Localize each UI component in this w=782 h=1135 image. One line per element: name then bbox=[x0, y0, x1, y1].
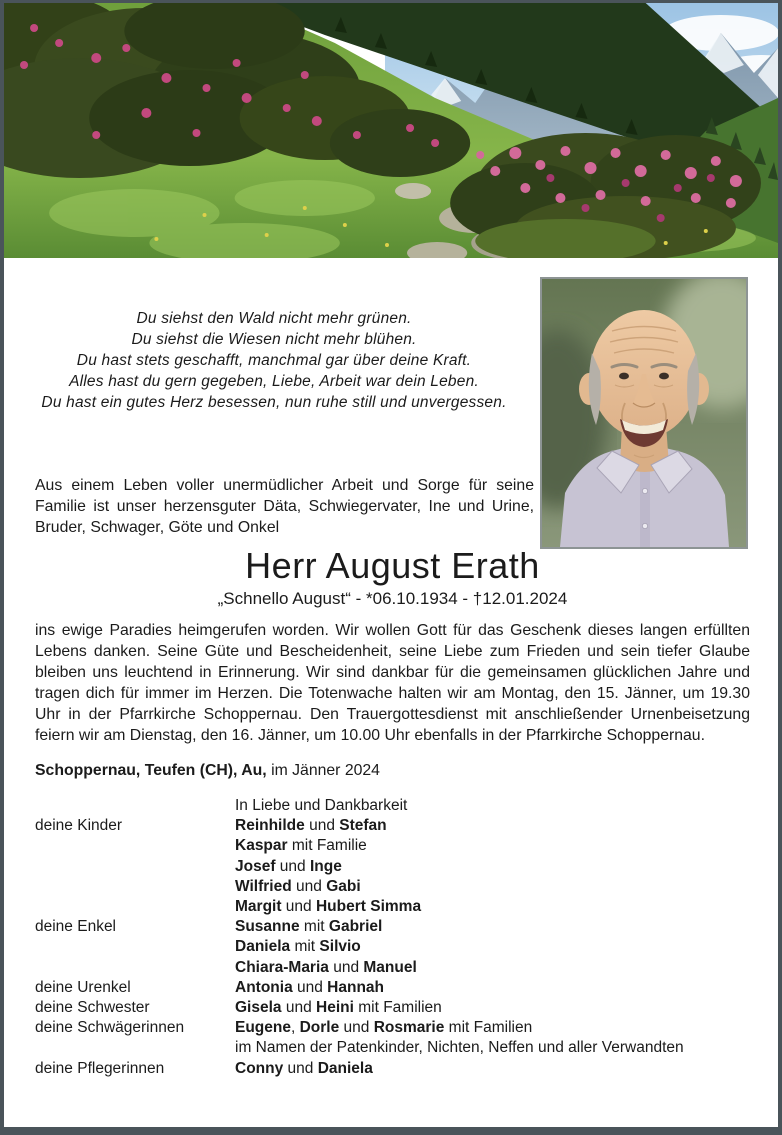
family-row bbox=[35, 897, 750, 917]
family-relation-label bbox=[35, 1038, 235, 1058]
intro-paragraph: Aus einem Leben voller unermüdlicher Arbeit und Sorge für seine Familie ist unser herzensguter Däta, Schwiegervater, Ine und Urine, Bruder, Schwager, Göte und Onkel bbox=[35, 477, 534, 536]
family-row bbox=[35, 877, 750, 897]
family-relation-label: deine Enkel bbox=[35, 918, 117, 936]
family-relation-label bbox=[35, 958, 235, 978]
family-row bbox=[35, 1038, 750, 1058]
obituary-content bbox=[4, 258, 778, 1079]
family-names: Eugene, Dorle und Rosmarie mit Familien bbox=[235, 1019, 533, 1037]
family-names: Josef und Inge bbox=[235, 857, 342, 875]
family-names: Gisela und Heini mit Familien bbox=[235, 999, 442, 1017]
dateline-places: Schoppernau, Teufen (CH), Au, bbox=[35, 762, 267, 779]
poem-line: Du hast ein gutes Herz besessen, nun ruhe still und unvergessen. bbox=[41, 394, 507, 411]
family-names: Margit und Hubert Simma bbox=[235, 898, 422, 916]
family-names: Daniela mit Silvio bbox=[235, 938, 361, 956]
dateline-month: im Jänner 2024 bbox=[266, 762, 380, 779]
family-names: Wilfried und Gabi bbox=[235, 877, 361, 895]
family-row bbox=[35, 796, 750, 816]
family-row bbox=[35, 836, 750, 856]
portrait-photo bbox=[540, 277, 748, 549]
family-names: Reinhilde und Stefan bbox=[235, 817, 387, 835]
family-relation-label: deine Schwägerinnen bbox=[35, 1019, 185, 1037]
poem-line: Du hast stets geschafft, manchmal gar über deine Kraft. bbox=[76, 352, 472, 369]
family-names: Kaspar mit Familie bbox=[235, 837, 367, 855]
family-names: im Namen der Patenkinder, Nichten, Neffen und aller Verwandten bbox=[235, 1039, 684, 1057]
family-list bbox=[35, 796, 750, 1079]
family-row bbox=[35, 998, 750, 1018]
deceased-name: Herr August Erath bbox=[245, 545, 540, 586]
family-row bbox=[35, 1059, 750, 1079]
family-relation-label bbox=[35, 937, 235, 957]
family-row bbox=[35, 978, 750, 998]
family-relation-label bbox=[35, 796, 235, 816]
family-relation-label: deine Kinder bbox=[35, 817, 123, 835]
family-row bbox=[35, 816, 750, 836]
family-row bbox=[35, 1018, 750, 1038]
poem-line: Alles hast du gern gegeben, Liebe, Arbeit war dein Leben. bbox=[69, 373, 479, 390]
poem-line: Du siehst die Wiesen nicht mehr blühen. bbox=[131, 331, 417, 348]
family-relation-label: deine Schwester bbox=[35, 999, 150, 1017]
dateline bbox=[35, 760, 750, 782]
family-relation-label bbox=[35, 857, 235, 877]
alpine-landscape-illustration bbox=[4, 3, 778, 258]
family-row bbox=[35, 917, 750, 937]
deceased-dates: „Schnello August“ - *06.10.1934 - †12.01.2024 bbox=[217, 589, 568, 608]
alpine-landscape-photo bbox=[4, 3, 778, 258]
family-row bbox=[35, 857, 750, 877]
family-relation-label bbox=[35, 877, 235, 897]
family-relation-label bbox=[35, 897, 235, 917]
family-relation-label: deine Pflegerinnen bbox=[35, 1059, 165, 1077]
family-names: In Liebe und Dankbarkeit bbox=[235, 797, 408, 814]
family-row bbox=[35, 937, 750, 957]
family-names: Chiara-Maria und Manuel bbox=[235, 958, 417, 976]
poem bbox=[35, 308, 513, 413]
portrait-illustration bbox=[542, 279, 746, 547]
family-names: Antonia und Hannah bbox=[235, 978, 385, 996]
family-names: Conny und Daniela bbox=[235, 1059, 373, 1077]
family-relation-label: deine Urenkel bbox=[35, 978, 131, 996]
announcement-paragraph: ins ewige Paradies heimgerufen worden. Wir wollen Gott für das Geschenk dieses langen erfüllten Lebens danken. Seine Güte und Bescheidenheit, seine Liebe zum Frieden und sein tiefer Glaube bleiben uns leuchtend in Erinnerung. Wir sind dankbar für die gemeinsamen glücklichen Jahre und tragen dich für immer im Herzen. Die Totenwache halten wir am Montag, den 15. Jänner, um 19.30 Uhr in der Pfarrkirche Schoppernau. Den Trauergottesdienst mit anschließender Urnenbeisetzung feiern wir am Dienstag, den 16. Jänner, um 10.00 Uhr ebenfalls in der Pfarrkirche Schoppernau. bbox=[35, 622, 750, 744]
family-names: Susanne mit Gabriel bbox=[235, 918, 383, 936]
poem-line: Du siehst den Wald nicht mehr grünen. bbox=[136, 310, 412, 327]
family-row bbox=[35, 958, 750, 978]
family-relation-label bbox=[35, 836, 235, 856]
